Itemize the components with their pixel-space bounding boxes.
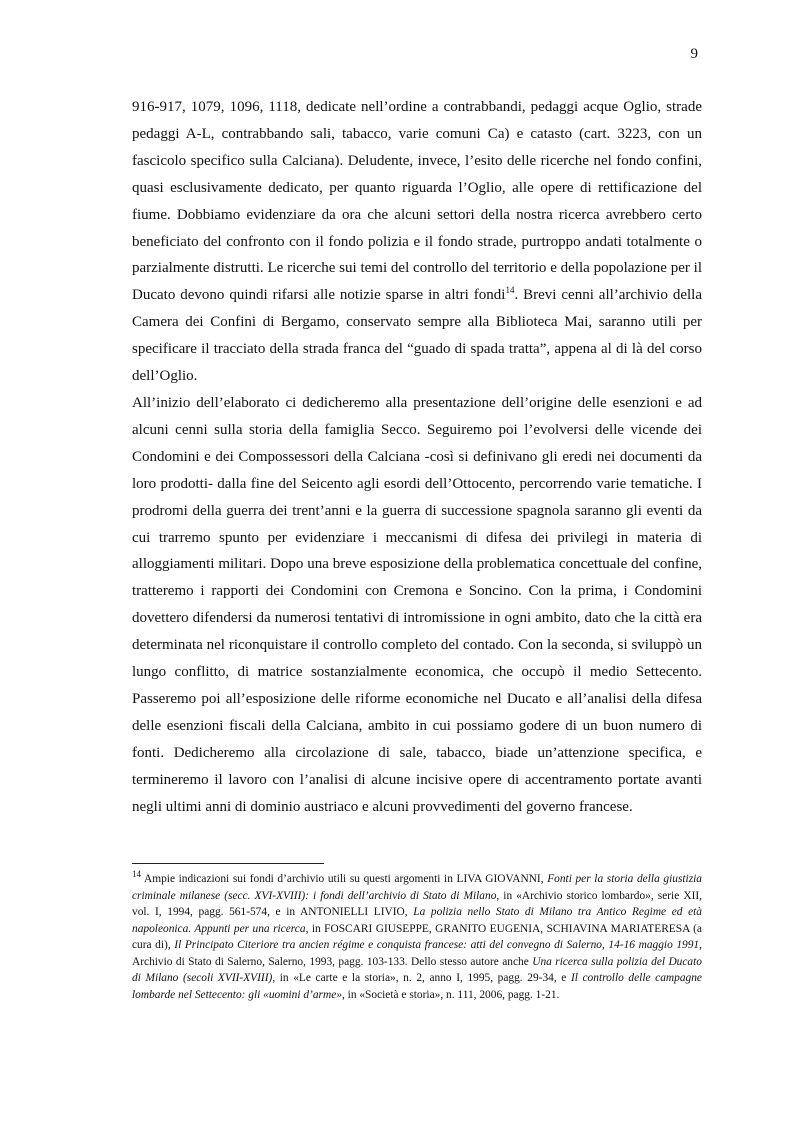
paragraph-1 <box>132 94 702 390</box>
footnote-text-2: , in «Archivio storico lombardo», serie XII, vol. I, 1994, pagg. 561-574, e in ANTONIELLI LIVIO, <box>132 889 702 918</box>
footnote-text-3: , in FOSCARI GIUSEPPE, GRANITO EUGENIA, SCHIAVINA MARIATERESA (a cura di), <box>132 922 702 951</box>
footnote-title-2: La polizia nello Stato di Milano tra Antico Regime ed età napoleonica. Appunti per una ricerca <box>132 906 702 935</box>
footnote-title-1: Fonti per la storia della giustizia criminale milanese (secc. XVI-XVIII): i fondi dell’archivio di Stato di Milano <box>132 873 702 902</box>
footnote-text-1: Ampie indicazioni sui fondi d’archivio utili su questi argomenti in LIVA GIOVANNI, <box>141 873 548 885</box>
footnote-text-4: , Archivio di Stato di Salerno, Salerno, 1993, pagg. 103-133. Dello stesso autore anche <box>132 939 702 968</box>
page-number: 9 <box>690 46 698 62</box>
footnote-separator <box>132 863 324 864</box>
footnote-title-5: Il controllo delle campagne lombarde nel Settecento: gli «uomini d’arme» <box>132 972 702 1001</box>
paragraph-2: All’inizio dell’elaborato ci dedicheremo alla presentazione dell’origine delle esenzioni e ad alcuni cenni sulla storia della famiglia Secco. Seguiremo poi l’evolversi delle vicende dei Condomini e dei Compossessori della Calciana -così si definivano gli eredi nei documenti da loro prodotti- dalla fine del Seicento agli esordi dell’Ottocento, percorrendo varie tematiche. I prodromi della guerra dei trent’anni e la guerra di successione spagnola saranno gli eventi da cui trarremo spunto per evidenziare i meccanismi di difesa dei privilegi in materia di alloggiamenti militari. Dopo una breve esposizione della problematica concettuale del confine, tratteremo i rapporti dei Condomini con Cremona e Soncino. Con la prima, i Condomini dovettero difendersi da numerosi tentativi di intromissione in ogni ambito, dato che la città era determinata nel riconquistare il controllo completo del contado. Con la seconda, si sviluppò un lungo conflitto, di matrice sostanzialmente economica, che occupò il medio Settecento. Passeremo poi all’esposizione delle riforme economiche nel Ducato e all’analisi della difesa delle esenzioni fiscali della Calciana, ambito in cui possiamo godere di un buon numero di fonti. Dedicheremo alla circolazione di sale, tabacco, biade un’attenzione specifica, e termineremo il lavoro con l’analisi di alcune incisive opere di accentramento portate avanti negli ultimi anni di dominio austriaco e alcuni provvedimenti del governo francese. <box>132 394 702 815</box>
paragraph-1-text: 916-917, 1079, 1096, 1118, dedicate nell’ordine a contrabbandi, pedaggi acque Oglio, strade pedaggi A-L, contrabbando sali, tabacco, varie comuni Ca) e catasto (cart. 3223, con un fascicolo specifico sulla Calciana). Deludente, invece, l’esito delle ricerche nel fondo confini, quasi esclusivamente dedicato, per quanto riguarda l’Oglio, alle opere di rettificazione del fiume. Dobbiamo evidenziare da ora che alcuni settori della nostra ricerca avrebbero certo beneficiato del confronto con il fondo polizia e il fondo strade, purtroppo andati totalmente o parzialmente distrutti. Le ricerche sui temi del controllo del territorio e della popolazione per il Ducato devono quindi rifarsi alle notizie sparse in altri fondi <box>132 99 702 304</box>
footnote-title-4: Una ricerca sulla polizia del Ducato di Milano (secoli XVII-XVIII) <box>132 955 702 984</box>
footnote-reference: 14 <box>505 285 515 296</box>
footnote-text-5: , in «Le carte e la storia», n. 2, anno I, 1995, pagg. 29-34, e <box>272 972 571 984</box>
paragraph-1-text-after: . Brevi cenni all’archivio della Camera dei Confini di Bergamo, conservato sempre alla Biblioteca Mai, saranno utili per specificare il tracciato della strada franca del “guado di spada tratta”, appena al di là del corso dell’Oglio. <box>132 287 703 385</box>
footnote-14 <box>132 871 702 1003</box>
body-text <box>132 94 702 820</box>
footnote-marker: 14 <box>132 869 141 880</box>
footnote-title-3: Il Principato Citeriore tra ancien régime e conquista francese: atti del convegno di Salerno, 14-16 maggio 1991 <box>174 939 700 951</box>
footnote-text-6: , in «Società e storia», n. 111, 2006, pagg. 1-21. <box>341 988 560 1001</box>
